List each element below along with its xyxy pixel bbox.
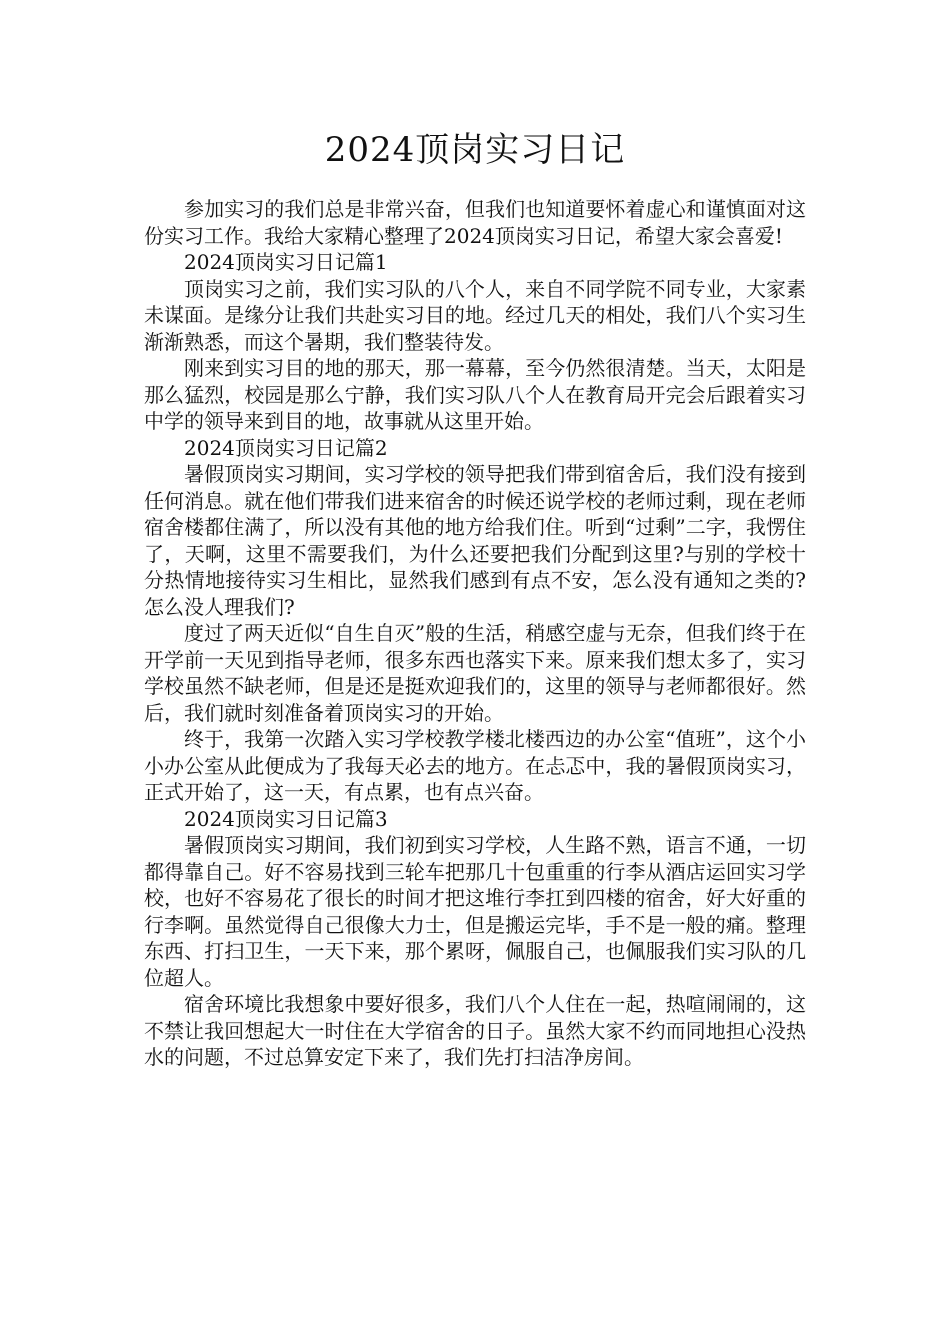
- section-heading-2: 2024顶岗实习日记篇2: [184, 435, 388, 460]
- body-paragraph: 终于，我第一次踏入实习学校教学楼北楼西边的办公室“值班”，这个小小办公室从此便成为了我每天必去的地方。在忐忑中，我的暑假顶岗实习，正式开始了，这一天，有点累，也有点兴奋。: [144, 727, 806, 804]
- document-body: [144, 196, 806, 1071]
- intro-paragraph: 参加实习的我们总是非常兴奋，但我们也知道要怀着虚心和谨慎面对这份实习工作。我给大家精心整理了2024顶岗实习日记，希望大家会喜爱!: [144, 197, 806, 248]
- body-paragraph: 暑假顶岗实习期间，实习学校的领导把我们带到宿舍后，我们没有接到任何消息。就在他们带我们进来宿舍的时候还说学校的老师过剩，现在老师宿舍楼都住满了，所以没有其他的地方给我们住。听到“过剩”二字，我愣住了，天啊，这里不需要我们，为什么还要把我们分配到这里?与别的学校十分热情地接待实习生相比，显然我们感到有点不安，怎么没有通知之类的?怎么没人理我们?: [144, 462, 806, 619]
- page-title: 2024顶岗实习日记: [324, 130, 626, 170]
- body-paragraph: 宿舍环境比我想象中要好很多，我们八个人住在一起，热喧闹闹的，这不禁让我回想起大一时住在大学宿舍的日子。虽然大家不约而同地担心没热水的问题，不过总算安定下来了，我们先打扫洁净房间。: [144, 992, 806, 1069]
- section-heading-1: 2024顶岗实习日记篇1: [184, 250, 388, 274]
- section-heading-3: 2024顶岗实习日记篇3: [184, 806, 388, 831]
- body-paragraph: 刚来到实习目的地的那天，那一幕幕，至今仍然很清楚。当天，太阳是那么猛烈，校园是那么宁静，我们实习队八个人在教育局开完会后跟着实习中学的领导来到目的地，故事就从这里开始。: [144, 356, 806, 433]
- body-paragraph: 顶岗实习之前，我们实习队的八个人，来自不同学院不同专业，大家素未谋面。是缘分让我们共赴实习目的地。经过几天的相处，我们八个实习生渐渐熟悉，而这个暑期，我们整装待发。: [144, 276, 806, 354]
- body-paragraph: 度过了两天近似“自生自灭”般的生活，稍感空虚与无奈，但我们终于在开学前一天见到指导老师，很多东西也落实下来。原来我们想太多了，实习学校虽然不缺老师，但是还是挺欢迎我们的，这里的领导与老师都很好。然后，我们就时刻准备着顶岗实习的开始。: [144, 621, 806, 725]
- body-paragraph: 暑假顶岗实习期间，我们初到实习学校，人生路不熟，语言不通，一切都得靠自己。好不容易找到三轮车把那几十包重重的行李从酒店运回实习学校，也好不容易花了很长的时间才把这堆行李扛到四楼的宿舍，好大好重的行李啊。虽然觉得自己很像大力士，但是搬运完毕，手不是一般的痛。整理东西、打扫卫生，一天下来，那个累呀，佩服自己，也佩服我们实习队的几位超人。: [144, 833, 806, 990]
- document-page: [144, 120, 806, 1071]
